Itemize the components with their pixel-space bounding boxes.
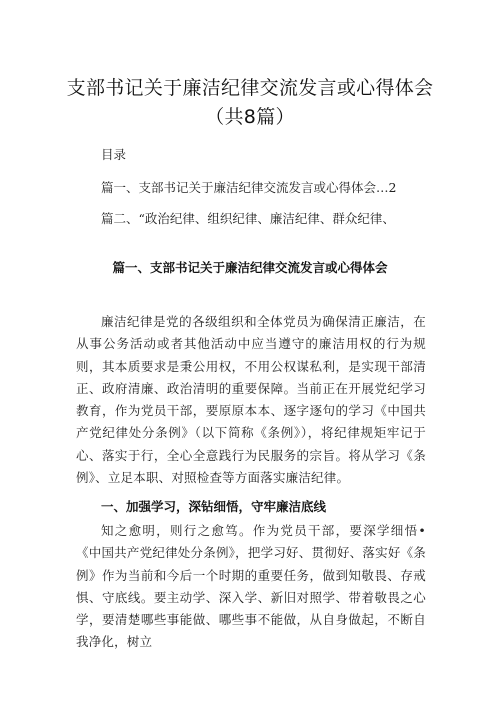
toc-heading: 目录: [101, 147, 127, 162]
subheading-1: 一、加强学习，深钻细悟，守牢廉洁底线: [101, 499, 327, 514]
paragraph-1: 廉洁纪律是党的各级组织和全体党员为确保清正廉洁，在从事公务活动或者其他活动中应当遵守的廉洁用权的行为规则，其本质要求是秉公用权，不用公权谋私利，是实现干部清正、政府清廉、政治清明的重要保障。当前正在开展党纪学习教育，作为党员干部，要原原本本、逐字逐句的学习《中国共产党纪律处分条例》（以下简称《条例》），将纪律规矩牢记于心、落实于行，全心全意践行为民服务的宗旨。将从学习《条例》、立足本职、对照检查等方面落实廉洁纪律。: [76, 314, 426, 486]
toc-item-1[interactable]: 篇一、支部书记关于廉洁纪律交流发言或心得体会…2: [101, 180, 397, 195]
table-of-contents: [101, 172, 431, 234]
document-title: 支部书记关于廉洁纪律交流发言或心得体会（共8篇）: [66, 77, 434, 128]
paragraph-2: 知之愈明，则行之愈笃。作为党员干部，要深学细悟•《中国共产党纪律处分条例》，把学习好、贯彻好、落实好《条例》作为当前和今后一个时期的重要任务，做到知敬畏、存戒惧、守底线。要主动学、深入学、新旧对照学、带着敬畏之心学，要清楚哪些事能做、哪些事不能做，从自身做起，不断自我净化，树立: [76, 523, 426, 650]
section-title: 篇一、支部书记关于廉洁纪律交流发言或心得体会: [112, 260, 388, 275]
toc-item-2[interactable]: 篇二、“政治纪律、组织纪律、廉洁纪律、群众纪律、: [101, 211, 395, 226]
